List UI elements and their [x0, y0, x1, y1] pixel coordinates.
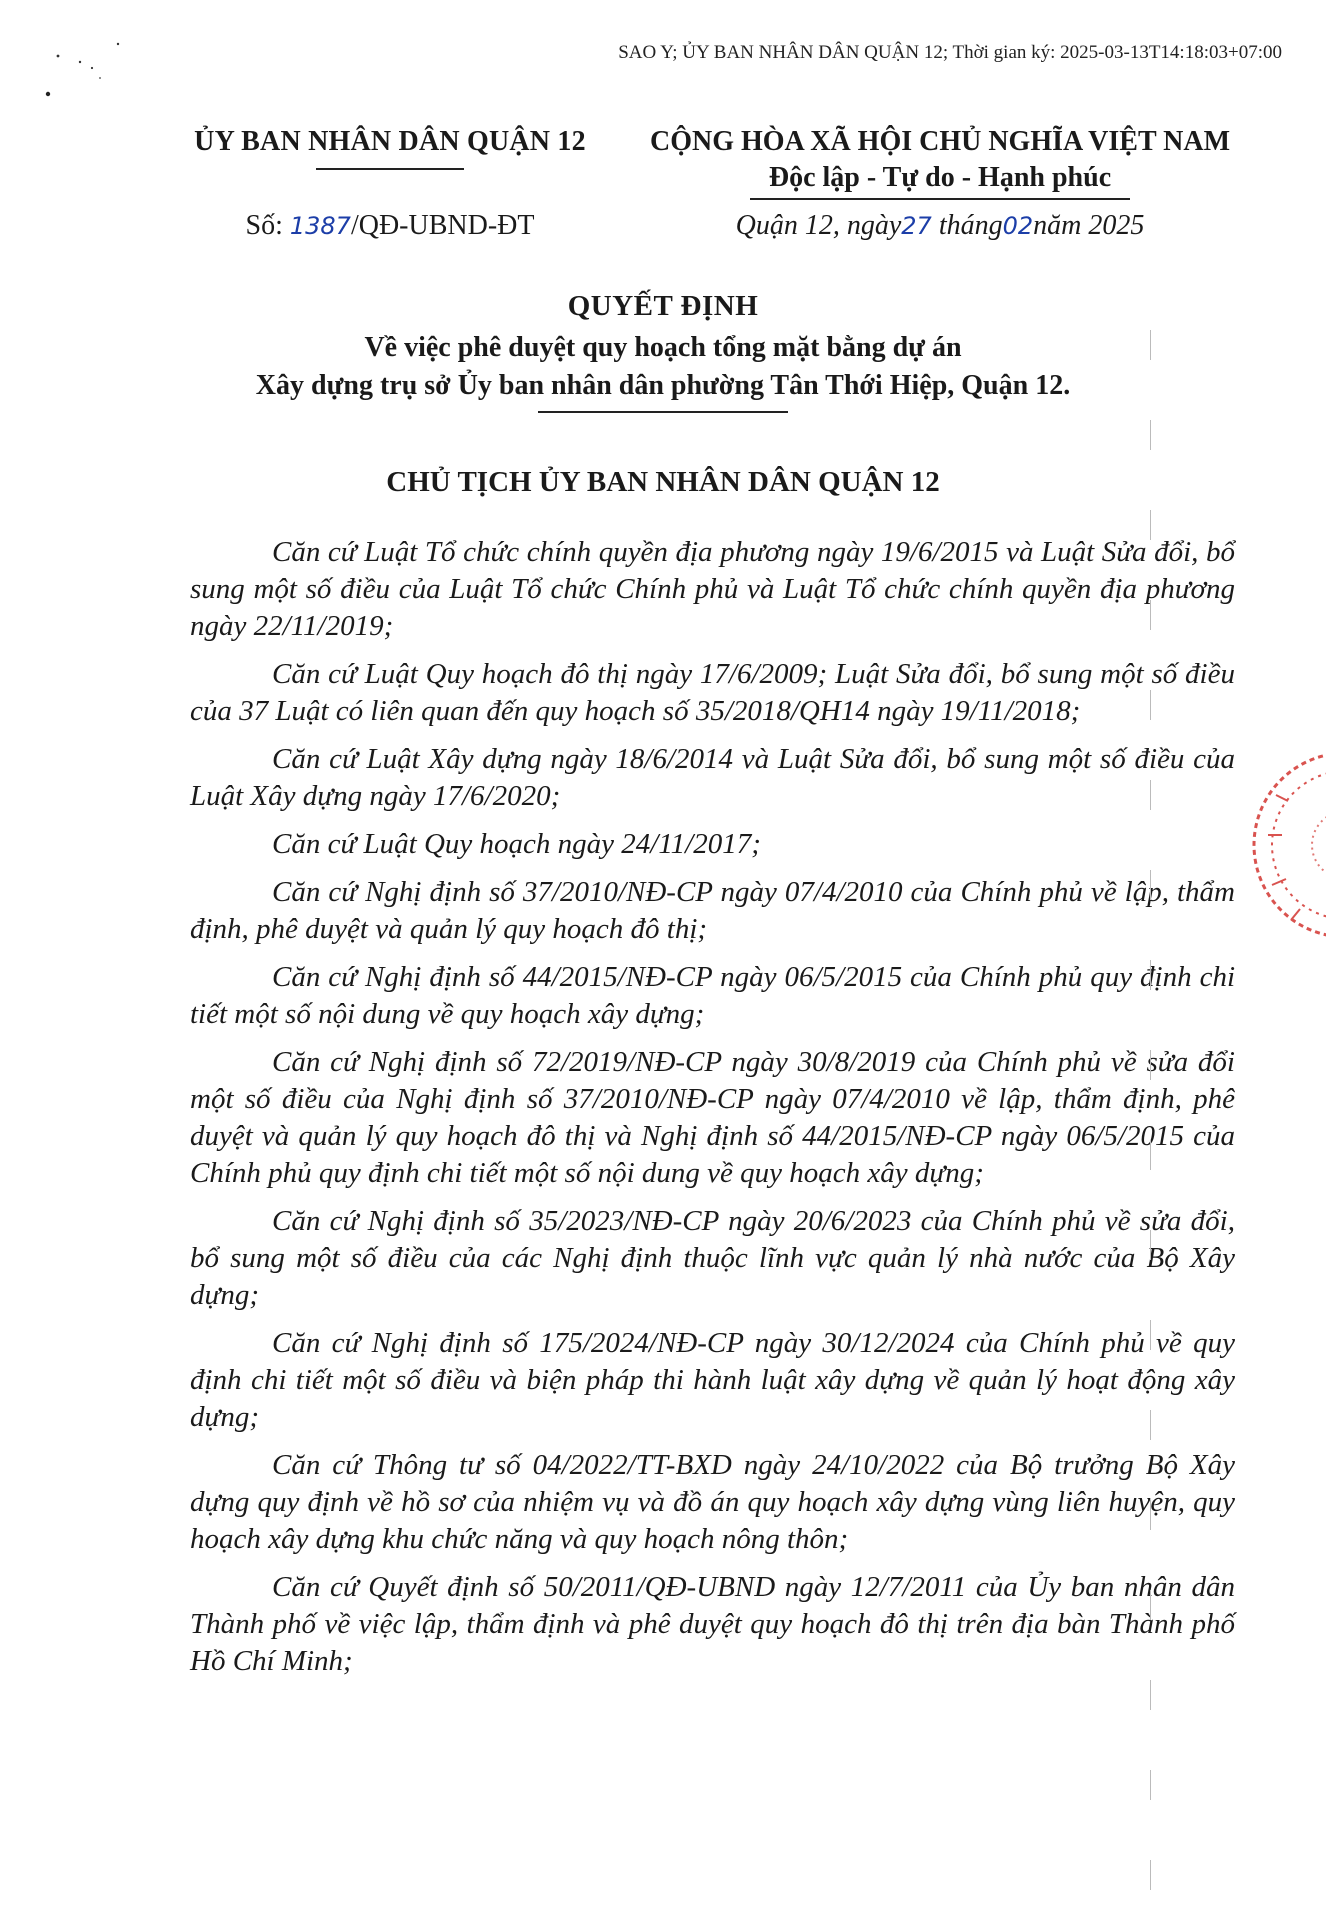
title-line-2: Xây dựng trụ sở Ủy ban nhân dân phường Tân Thới Hiệp, Quận 12. — [255, 370, 1071, 401]
handwritten-day: 27 — [901, 212, 932, 240]
agency-block — [170, 126, 610, 170]
decision-title — [0, 290, 1326, 413]
issuing-authority: CHỦ TỊCH ỦY BAN NHÂN DÂN QUẬN 12 — [386, 466, 940, 498]
legal-basis-paragraph: Căn cứ Luật Xây dựng ngày 18/6/2014 và Luật Sửa đổi, bổ sung một số điều của Luật Xây dựng ngày 17/6/2020; — [190, 743, 1235, 812]
agency-name: ỦY BAN NHÂN DÂN QUẬN 12 — [194, 126, 586, 157]
date-prefix: Quận 12, ngày — [735, 210, 902, 241]
agency-underline — [316, 168, 464, 170]
title-underline — [538, 411, 788, 413]
legal-basis-paragraph: Căn cứ Quyết định số 50/2011/QĐ-UBND ngày 12/7/2011 của Ủy ban nhân dân Thành phố về việc lập, thẩm định và phê duyệt quy hoạch đô thị trên địa bàn Thành phố Hồ Chí Minh; — [190, 1571, 1235, 1677]
legal-basis-paragraph: Căn cứ Nghị định số 175/2024/NĐ-CP ngày 30/12/2024 của Chính phủ về quy định chi tiết một số điều và biện pháp thi hành luật xây dựng về quản lý hoạt động xây dựng; — [190, 1327, 1235, 1433]
place-and-date — [630, 210, 1250, 242]
handwritten-month: 02 — [1002, 212, 1034, 240]
legal-basis-paragraph: Căn cứ Nghị định số 72/2019/NĐ-CP ngày 30/8/2019 của Chính phủ về sửa đổi một số điều của Nghị định số 37/2010/NĐ-CP ngày 07/4/2010 về lập, thẩm định, phê duyệt và quản lý quy hoạch đô thị và Nghị định số 44/2015/NĐ-CP ngày 06/5/2015 của Chính phủ quy định chi tiết một số nội dung về quy hoạch xây dựng; — [190, 1046, 1235, 1189]
title-line-1: Về việc phê duyệt quy hoạch tổng mặt bằng dự án — [364, 332, 962, 363]
document-number — [170, 210, 610, 242]
national-heading — [630, 126, 1250, 200]
legal-basis-paragraph: Căn cứ Luật Tổ chức chính quyền địa phương ngày 19/6/2015 và Luật Sửa đổi, bổ sung một số điều của Luật Tổ chức Chính phủ và Luật Tổ chức chính quyền địa phương ngày 22/11/2019; — [190, 536, 1235, 642]
month-label: tháng — [931, 210, 1003, 241]
nation-name: CỘNG HÒA XÃ HỘI CHỦ NGHĨA VIỆT NAM — [649, 126, 1231, 157]
legal-basis-paragraph: Căn cứ Luật Quy hoạch ngày 24/11/2017; — [272, 828, 761, 860]
title-subject — [0, 329, 1326, 405]
number-suffix: /QĐ-UBND-ĐT — [350, 210, 535, 241]
year-label: năm 2025 — [1033, 210, 1145, 241]
red-seal-stamp-partial — [1236, 735, 1326, 965]
motto-underline — [750, 198, 1130, 200]
legal-basis-paragraph: Căn cứ Nghị định số 37/2010/NĐ-CP ngày 07/4/2010 của Chính phủ về lập, thẩm định, phê duyệt và quản lý quy hoạch đô thị; — [190, 876, 1235, 945]
legal-basis-paragraph: Căn cứ Thông tư số 04/2022/TT-BXD ngày 24/10/2022 của Bộ trưởng Bộ Xây dựng quy định về hồ sơ của nhiệm vụ và đồ án quy hoạch xây dựng vùng liên huyện, quy hoạch xây dựng khu chức năng và quy hoạch nông thôn; — [190, 1449, 1235, 1555]
legal-basis-paragraph: Căn cứ Nghị định số 44/2015/NĐ-CP ngày 06/5/2015 của Chính phủ quy định chi tiết một số nội dung về quy hoạch xây dựng; — [190, 961, 1235, 1030]
legal-basis-paragraph: Căn cứ Nghị định số 35/2023/NĐ-CP ngày 20/6/2023 của Chính phủ về sửa đổi, bổ sung một số điều của các Nghị định thuộc lĩnh vực quản lý nhà nước của Bộ Xây dựng; — [190, 1205, 1235, 1311]
national-motto: Độc lập - Tự do - Hạnh phúc — [768, 162, 1112, 193]
title-main: QUYẾT ĐỊNH — [567, 290, 759, 322]
scan-margin-line — [1150, 330, 1151, 1910]
digital-signature-line: SAO Y; ỦY BAN NHÂN DÂN QUẬN 12; Thời gian ký: 2025-03-13T14:18:03+07:00 — [618, 42, 1282, 63]
number-prefix: Số: — [245, 210, 290, 241]
scan-specks — [40, 38, 140, 108]
handwritten-number: 1387 — [289, 212, 351, 240]
legal-bases — [190, 534, 1235, 1691]
legal-basis-paragraph: Căn cứ Luật Quy hoạch đô thị ngày 17/6/2009; Luật Sửa đổi, bổ sung một số điều của 37 Luật có liên quan đến quy hoạch số 35/2018/QH14 ngày 19/11/2018; — [190, 658, 1235, 727]
